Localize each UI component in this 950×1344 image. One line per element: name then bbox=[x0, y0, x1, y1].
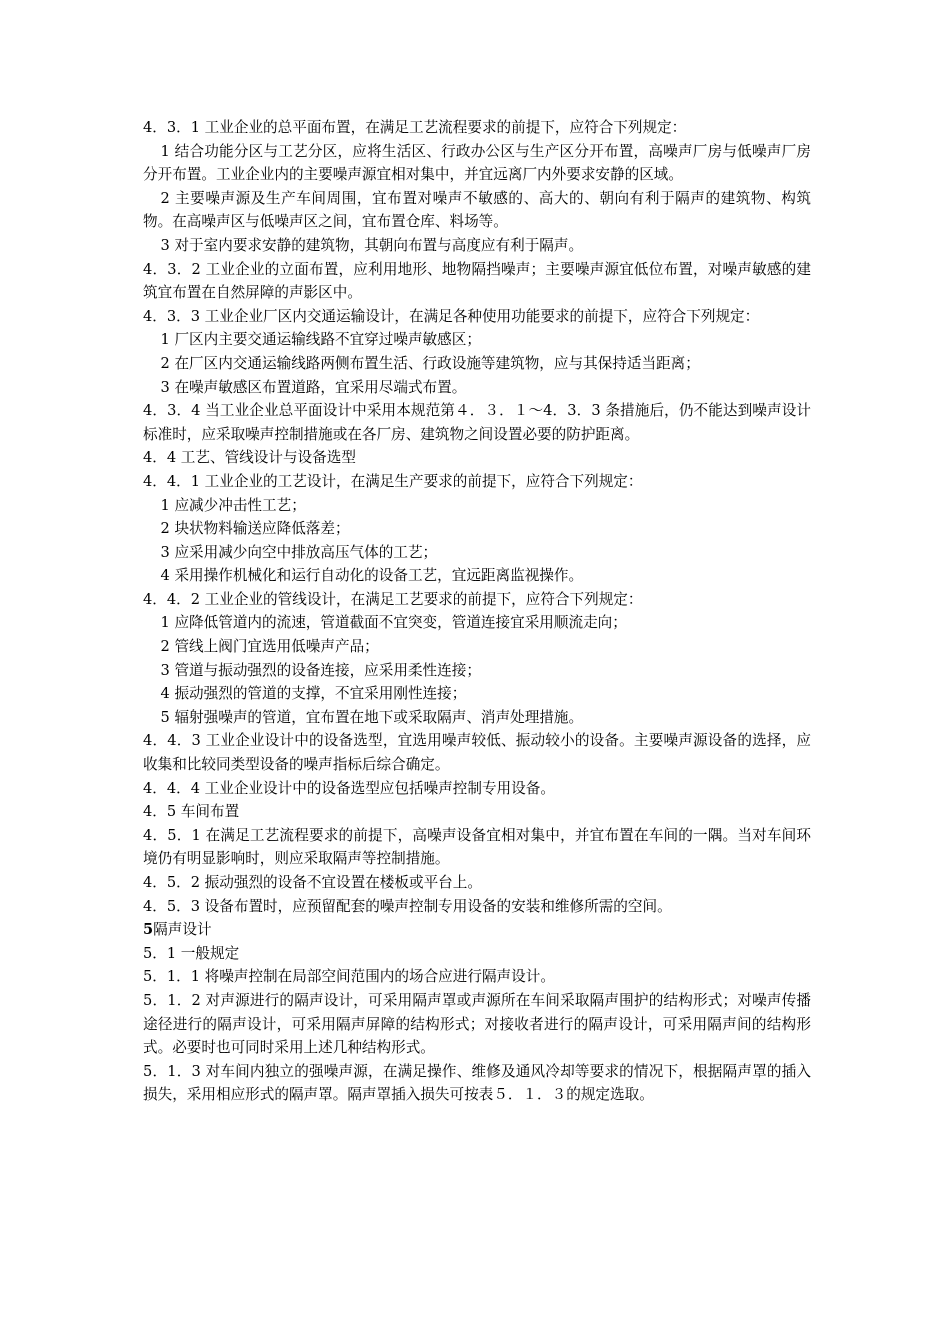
clause-paragraph: 5．1．1 将噪声控制在局部空间范围内的场合应进行隔声设计。 bbox=[143, 968, 555, 986]
chapter-title: 隔声设计 bbox=[153, 921, 212, 939]
list-item: 1 应减少冲击性工艺； bbox=[160, 496, 306, 514]
document-body bbox=[143, 116, 811, 1107]
clause-paragraph: 4．4．2 工业企业的管线设计，在满足工艺要求的前提下，应符合下列规定： bbox=[143, 590, 643, 608]
clause-paragraph: 4．5．3 设备布置时，应预留配套的噪声控制专用设备的安装和维修所需的空间。 bbox=[143, 897, 672, 915]
list-item: 5 辐射强噪声的管道，宜布置在地下或采取隔声、消声处理措施。 bbox=[160, 708, 584, 726]
clause-paragraph: 4．4 工艺、管线设计与设备选型 bbox=[143, 449, 356, 467]
list-item: 3 管道与振动强烈的设备连接，应采用柔性连接； bbox=[160, 661, 481, 679]
clause-paragraph: 4．5．1 在满足工艺流程要求的前提下，高噪声设备宜相对集中，并宜布置在车间的一隅。当对车间环境仍有明显影响时，则应采取隔声等控制措施。 bbox=[143, 826, 811, 868]
clause-paragraph: 5．1．3 对车间内独立的强噪声源，在满足操作、维修及通风冷却等要求的情况下，根据隔声罩的插入损失，采用相应形式的隔声罩。隔声罩插入损失可按表５．１．３的规定选取。 bbox=[143, 1062, 811, 1104]
clause-paragraph: 5．1．2 对声源进行的隔声设计，可采用隔声罩或声源所在车间采取隔声围护的结构形式；对噪声传播途径进行的隔声设计，可采用隔声屏障的结构形式；对接收者进行的隔声设计，可采用隔声间的结构形式。必要时也可同时采用上述几种结构形式。 bbox=[143, 991, 811, 1057]
chapter-number: 5 bbox=[143, 921, 154, 939]
list-item: 1 厂区内主要交通运输线路不宜穿过噪声敏感区； bbox=[160, 331, 481, 349]
list-item: 2 主要噪声源及生产车间周围，宜布置对噪声不敏感的、高大的、朝向有利于隔声的建筑物、构筑物。在高噪声区与低噪声区之间，宜布置仓库、料场等。 bbox=[143, 189, 811, 231]
clause-paragraph: 4．3．2 工业企业的立面布置，应利用地形、地物隔挡噪声；主要噪声源宜低位布置，对噪声敏感的建筑宜布置在自然屏障的声影区中。 bbox=[143, 260, 811, 302]
list-item: 2 管线上阀门宜选用低噪声产品； bbox=[160, 638, 379, 656]
list-item: 1 结合功能分区与工艺分区，应将生活区、行政办公区与生产区分开布置，高噪声厂房与低噪声厂房分开布置。工业企业内的主要噪声源宜相对集中，并宜远离厂内外要求安静的区域。 bbox=[143, 142, 811, 184]
clause-paragraph: 4．5．2 振动强烈的设备不宜设置在楼板或平台上。 bbox=[143, 874, 482, 891]
clause-paragraph: 5．1 一般规定 bbox=[143, 944, 240, 962]
list-item: 4 振动强烈的管道的支撑，不宜采用刚性连接； bbox=[160, 685, 467, 703]
clause-paragraph: 4．3．3 工业企业厂区内交通运输设计，在满足各种使用功能要求的前提下，应符合下列规定： bbox=[143, 307, 760, 325]
clause-paragraph: 4．5 车间布置 bbox=[143, 803, 240, 821]
list-item: 3 应采用减少向空中排放高压气体的工艺； bbox=[160, 543, 438, 561]
clause-paragraph: 4．3．4 当工业企业总平面设计中采用本规范第４．３．１～4．3．3 条措施后，仍不能达到噪声设计标准时，应采取噪声控制措施或在各厂房、建筑物之间设置必要的防护距离。 bbox=[143, 402, 811, 443]
clause-paragraph: 4．4．4 工业企业设计中的设备选型应包括噪声控制专用设备。 bbox=[143, 779, 555, 797]
list-item: 3 在噪声敏感区布置道路，宜采用尽端式布置。 bbox=[160, 378, 467, 396]
list-item: 4 采用操作机械化和运行自动化的设备工艺，宜远距离监视操作。 bbox=[160, 567, 584, 585]
list-item: 1 应降低管道内的流速，管道截面不宜突变，管道连接宜采用顺流走向； bbox=[160, 614, 627, 632]
clause-paragraph: 4．4．1 工业企业的工艺设计，在满足生产要求的前提下，应符合下列规定： bbox=[143, 472, 643, 490]
list-item: 2 在厂区内交通运输线路两侧布置生活、行政设施等建筑物，应与其保持适当距离； bbox=[160, 354, 700, 372]
clause-paragraph: 4．4．3 工业企业设计中的设备选型，宜选用噪声较低、振动较小的设备。主要噪声源设备的选择，应收集和比较同类型设备的噪声指标后综合确定。 bbox=[143, 732, 811, 774]
list-item: 3 对于室内要求安静的建筑物，其朝向布置与高度应有利于隔声。 bbox=[160, 236, 584, 254]
list-item: 2 块状物料输送应降低落差； bbox=[160, 520, 350, 538]
clause-paragraph: 4．3．1 工业企业的总平面布置，在满足工艺流程要求的前提下，应符合下列规定： bbox=[143, 119, 687, 136]
chapter-heading bbox=[143, 918, 811, 942]
